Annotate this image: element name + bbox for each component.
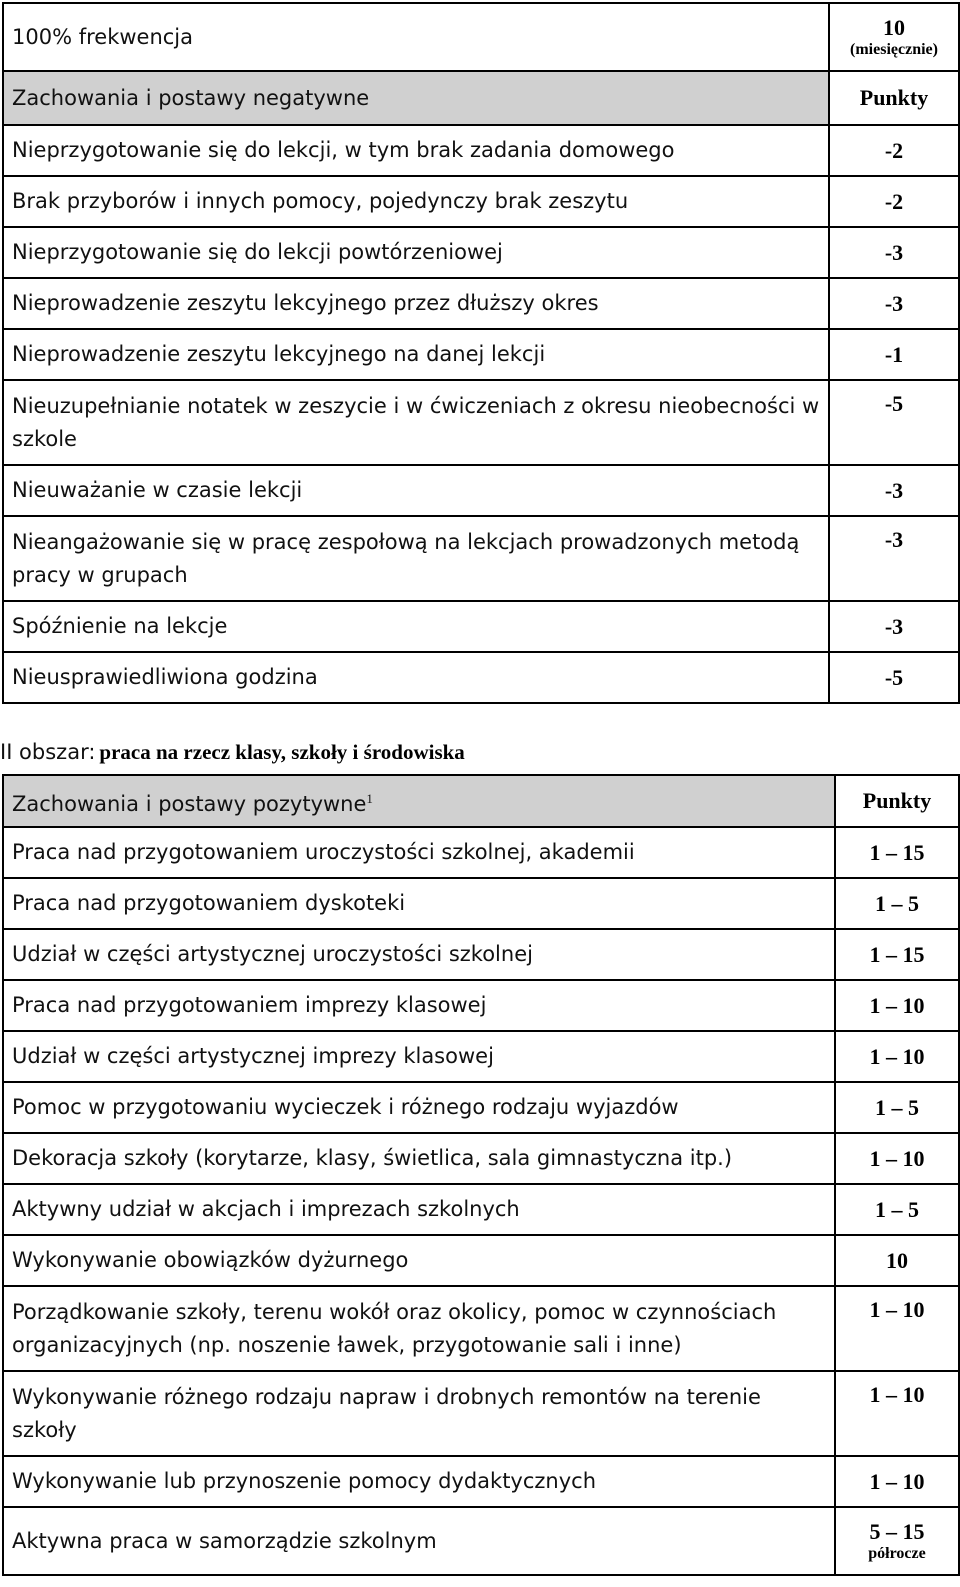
table-row [3, 878, 959, 929]
positive-behaviors-table [2, 774, 960, 1576]
negative-behaviors-table [2, 2, 960, 704]
table-row [3, 1456, 959, 1507]
table-row [3, 1031, 959, 1082]
attendance-points-note: (miesięcznie) [850, 41, 938, 58]
activity-points: 1 – 5 [835, 878, 959, 929]
table-row [3, 227, 959, 278]
table-row [3, 1286, 959, 1371]
table-row [3, 1507, 959, 1575]
activity-label: Praca nad przygotowaniem imprezy klasowej [3, 980, 835, 1031]
activity-label: Aktywna praca w samorządzie szkolnym [3, 1507, 835, 1575]
negative-header-points: Punkty [829, 71, 959, 125]
activity-label: Udział w części artystycznej uroczystości szkolnej [3, 929, 835, 980]
table-row [3, 652, 959, 703]
section-prefix: II obszar: [0, 740, 96, 764]
table-row [3, 1371, 959, 1456]
table-row [3, 1133, 959, 1184]
behavior-label: Nieangażowanie się w pracę zespołową na lekcjach prowadzonych metodą pracy w grupach [3, 516, 829, 601]
attendance-points-cell [829, 3, 959, 71]
behavior-points: -1 [829, 329, 959, 380]
positive-header-label: Zachowania i postawy pozytywne [12, 791, 367, 816]
behavior-label: Nieprzygotowanie się do lekcji powtórzeniowej [3, 227, 829, 278]
attendance-label: 100% frekwencja [3, 3, 829, 71]
table-row [3, 516, 959, 601]
behavior-label: Nieusprawiedliwiona godzina [3, 652, 829, 703]
activity-label: Wykonywanie różnego rodzaju napraw i drobnych remontów na terenie szkoły [3, 1371, 835, 1456]
behavior-label: Nieprowadzenie zeszytu lekcyjnego przez dłuższy okres [3, 278, 829, 329]
activity-label: Praca nad przygotowaniem dyskoteki [3, 878, 835, 929]
section-title: praca na rzecz klasy, szkoły i środowiska [99, 740, 465, 764]
table-row [3, 601, 959, 652]
behavior-label: Nieprzygotowanie się do lekcji, w tym brak zadania domowego [3, 125, 829, 176]
table-row [3, 827, 959, 878]
behavior-points: -5 [829, 380, 959, 465]
table-row [3, 278, 959, 329]
table-header-row [3, 71, 959, 125]
behavior-points: -5 [829, 652, 959, 703]
table-row [3, 125, 959, 176]
table-row [3, 929, 959, 980]
table-row [3, 1235, 959, 1286]
table-row [3, 980, 959, 1031]
behavior-label: Nieuzupełnianie notatek w zeszycie i w ćwiczeniach z okresu nieobecności w szkole [3, 380, 829, 465]
activity-points: 1 – 5 [835, 1082, 959, 1133]
behavior-points: -3 [829, 278, 959, 329]
behavior-points: -2 [829, 125, 959, 176]
activity-points: 1 – 10 [835, 1133, 959, 1184]
activity-label: Wykonywanie lub przynoszenie pomocy dydaktycznych [3, 1456, 835, 1507]
activity-points: 1 – 15 [835, 929, 959, 980]
section-heading [0, 740, 465, 770]
activity-label: Aktywny udział w akcjach i imprezach szkolnych [3, 1184, 835, 1235]
table-row [3, 1082, 959, 1133]
activity-label: Wykonywanie obowiązków dyżurnego [3, 1235, 835, 1286]
table-row [3, 176, 959, 227]
table-row [3, 465, 959, 516]
activity-points-note: półrocze [868, 1545, 926, 1562]
table-header-row [3, 775, 959, 827]
activity-points: 10 [835, 1235, 959, 1286]
behavior-label: Brak przyborów i innych pomocy, pojedynczy brak zeszytu [3, 176, 829, 227]
activity-points: 5 – 15 [869, 1519, 925, 1544]
activity-points: 1 – 15 [835, 827, 959, 878]
activity-label: Pomoc w przygotowaniu wycieczek i różnego rodzaju wyjazdów [3, 1082, 835, 1133]
behavior-label: Nieprowadzenie zeszytu lekcyjnego na danej lekcji [3, 329, 829, 380]
behavior-points: -3 [829, 465, 959, 516]
attendance-points: 10 [883, 15, 905, 40]
footnote-marker: 1 [366, 790, 373, 806]
positive-header-points: Punkty [835, 775, 959, 827]
activity-points: 1 – 10 [835, 1286, 959, 1371]
activity-points: 1 – 5 [835, 1184, 959, 1235]
activity-label: Porządkowanie szkoły, terenu wokół oraz okolicy, pomoc w czynnościach organizacyjnych (np. noszenie ławek, przygotowanie sali i inne) [3, 1286, 835, 1371]
behavior-points: -2 [829, 176, 959, 227]
activity-points: 1 – 10 [835, 980, 959, 1031]
activity-points: 1 – 10 [835, 1371, 959, 1456]
table-row [3, 1184, 959, 1235]
behavior-points: -3 [829, 227, 959, 278]
positive-header-cell [3, 775, 835, 827]
behavior-label: Nieuważanie w czasie lekcji [3, 465, 829, 516]
activity-points-cell [835, 1507, 959, 1575]
activity-points: 1 – 10 [835, 1031, 959, 1082]
attendance-row [3, 3, 959, 71]
negative-header-label: Zachowania i postawy negatywne [3, 71, 829, 125]
activity-points: 1 – 10 [835, 1456, 959, 1507]
activity-label: Praca nad przygotowaniem uroczystości szkolnej, akademii [3, 827, 835, 878]
activity-label: Dekoracja szkoły (korytarze, klasy, świetlica, sala gimnastyczna itp.) [3, 1133, 835, 1184]
behavior-label: Spóźnienie na lekcje [3, 601, 829, 652]
table-row [3, 329, 959, 380]
table-row [3, 380, 959, 465]
behavior-points: -3 [829, 516, 959, 601]
behavior-points: -3 [829, 601, 959, 652]
activity-label: Udział w części artystycznej imprezy klasowej [3, 1031, 835, 1082]
